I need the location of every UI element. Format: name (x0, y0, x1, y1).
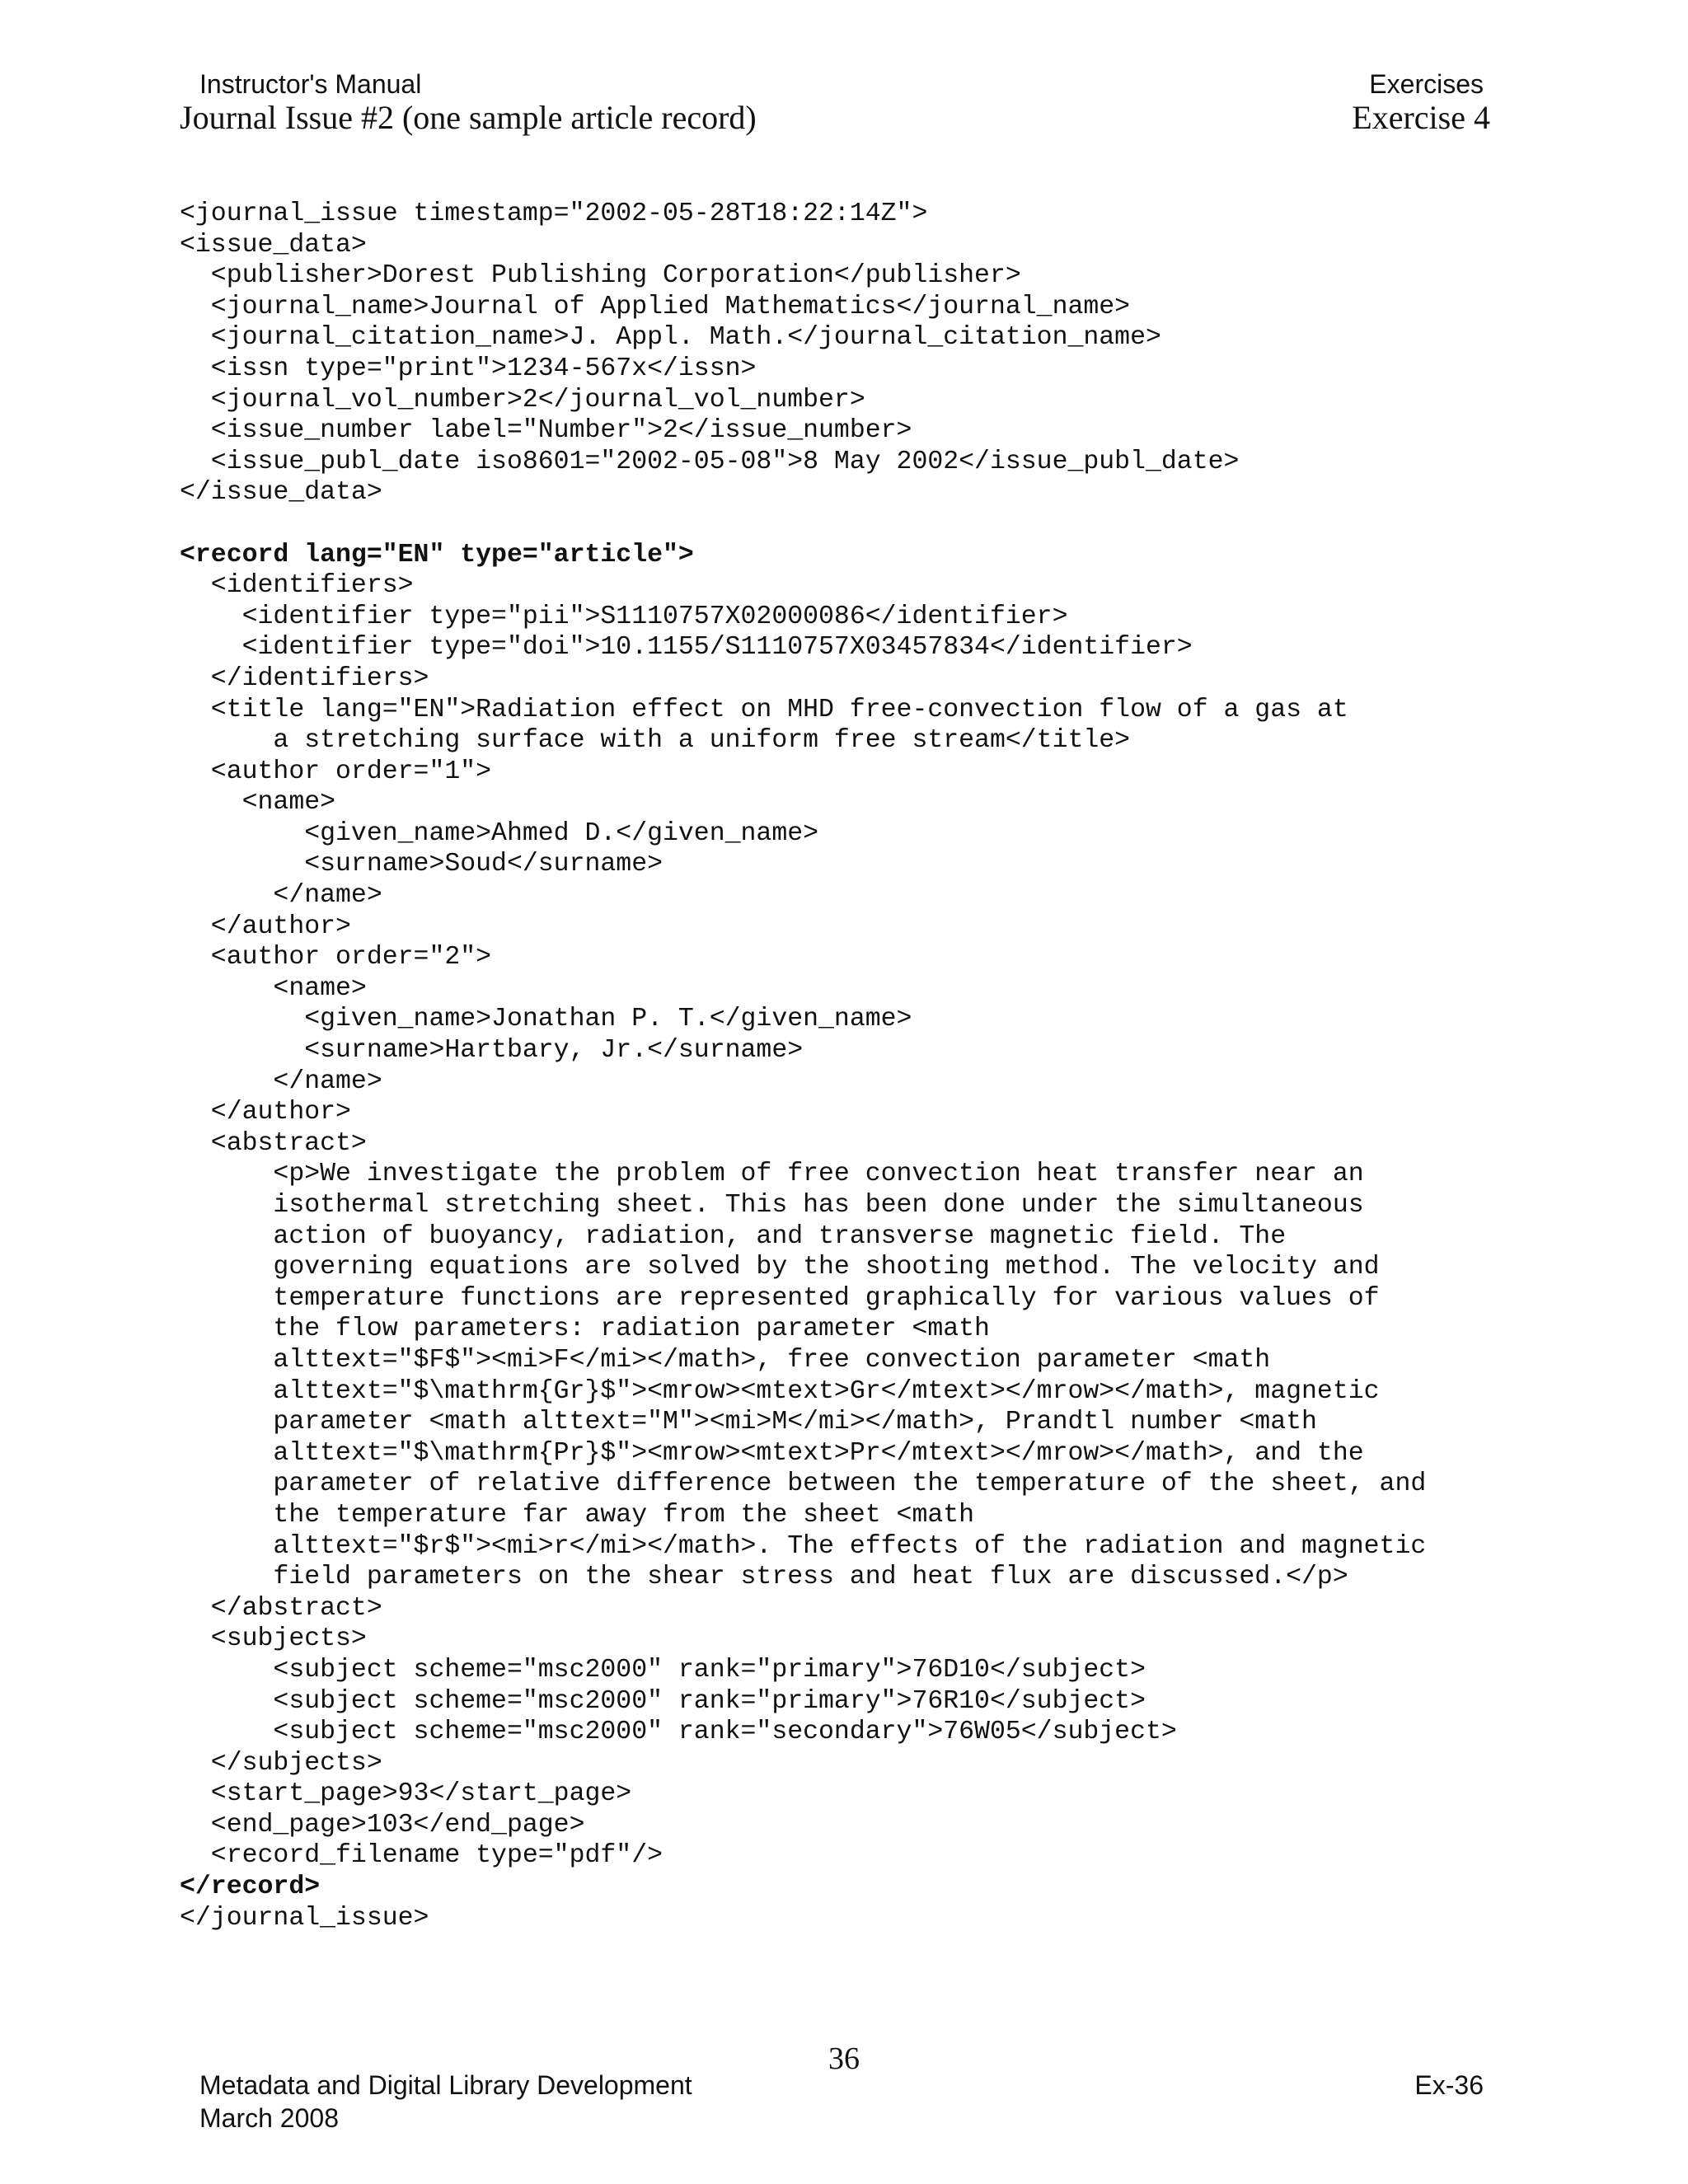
code-line: governing equations are solved by the shooting method. The velocity and (180, 1253, 1380, 1282)
footer-course-info (199, 2069, 692, 2135)
code-line: </issue_data> (180, 478, 382, 508)
page-title: Journal Issue #2 (one sample article record) (180, 99, 757, 136)
header-manual-label: Instructor's Manual (199, 69, 422, 99)
code-line: <identifier type="pii">S1110757X02000086</identifier> (180, 602, 1068, 631)
code-line: isothermal stretching sheet. This has been done under the simultaneous (180, 1191, 1364, 1220)
code-line: <surname>Hartbary, Jr.</surname> (180, 1036, 804, 1066)
code-line: <start_page>93</start_page> (180, 1779, 632, 1809)
code-line: parameter <math alttext="M"><mi>M</mi></math>, Prandtl number <math (180, 1408, 1317, 1437)
header-section-label: Exercises (1369, 69, 1484, 99)
code-line: <end_page>103</end_page> (180, 1810, 585, 1840)
code-line: <author order="1"> (180, 757, 492, 786)
code-line: <identifier type="doi">10.1155/S1110757X03457834</identifier> (180, 633, 1193, 663)
code-line: <given_name>Jonathan P. T.</given_name> (180, 1005, 912, 1034)
code-line: </name> (180, 1066, 382, 1096)
code-line: <author order="2"> (180, 943, 492, 972)
code-line: <name> (180, 788, 336, 818)
code-line: <issue_publ_date iso8601="2002-05-08">8 May 2002</issue_publ_date> (180, 447, 1240, 476)
code-line-record-close: </record> (180, 1872, 321, 1902)
code-line: alttext="$F$"><mi>F</mi></math>, free convection parameter <math (180, 1345, 1271, 1375)
code-line: <abstract> (180, 1128, 367, 1158)
code-line: <journal_name>Journal of Applied Mathematics</journal_name> (180, 292, 1131, 321)
code-line: <publisher>Dorest Publishing Corporation</publisher> (180, 261, 1021, 291)
code-line: <issue_number label="Number">2</issue_number> (180, 416, 912, 446)
code-line: the flow parameters: radiation parameter <math (180, 1315, 990, 1344)
code-line: </abstract> (180, 1593, 382, 1623)
code-line: <name> (180, 973, 367, 1003)
code-line: <title lang="EN">Radiation effect on MHD free-convection flow of a gas at (180, 695, 1348, 724)
code-line: <record_filename type="pdf"/> (180, 1841, 663, 1871)
footer-date: March 2008 (199, 2103, 339, 2133)
code-line: </author> (180, 1098, 351, 1127)
code-line: alttext="$\mathrm{Gr}$"><mrow><mtext>Gr</mtext></mrow></math>, magnetic (180, 1376, 1380, 1406)
code-line: the temperature far away from the sheet <math (180, 1500, 975, 1530)
code-line: </journal_issue> (180, 1903, 429, 1933)
code-line: <subject scheme="msc2000" rank="primary">76R10</subject> (180, 1686, 1146, 1716)
code-line: <issn type="print">1234-567x</issn> (180, 354, 757, 383)
code-line: alttext="$r$"><mi>r</mi></math>. The effects of the radiation and magnetic (180, 1531, 1427, 1561)
code-line: field parameters on the shear stress and heat flux are discussed.</p> (180, 1563, 1348, 1592)
code-line: <given_name>Ahmed D.</given_name> (180, 818, 819, 848)
code-line: <journal_citation_name>J. Appl. Math.</journal_citation_name> (180, 323, 1161, 353)
footer-course-title: Metadata and Digital Library Development (199, 2070, 692, 2100)
exercise-title: Exercise 4 (1352, 99, 1490, 136)
code-line: <journal_issue timestamp="2002-05-28T18:22:14Z"> (180, 199, 928, 228)
code-line: <identifiers> (180, 571, 414, 601)
code-line: parameter of relative difference between the temperature of the sheet, and (180, 1469, 1427, 1499)
code-line-record-open: <record lang="EN" type="article"> (180, 540, 694, 569)
code-line: a stretching surface with a uniform free stream</title> (180, 726, 1131, 756)
footer-page-code: Ex-36 (1414, 2070, 1484, 2100)
code-line: action of buoyancy, radiation, and transverse magnetic field. The (180, 1221, 1287, 1251)
code-line: </author> (180, 912, 351, 941)
code-line: </name> (180, 881, 382, 911)
code-line-blank (180, 509, 1426, 540)
code-line: <journal_vol_number>2</journal_vol_number> (180, 385, 865, 415)
code-line: <subjects> (180, 1624, 367, 1654)
code-line: </subjects> (180, 1748, 382, 1778)
code-line: <surname>Soud</surname> (180, 850, 663, 879)
code-line: </identifiers> (180, 663, 429, 693)
code-line: alttext="$\mathrm{Pr}$"><mrow><mtext>Pr</mtext></mrow></math>, and the (180, 1438, 1364, 1468)
xml-code-listing (180, 199, 1426, 1933)
code-line: <issue_data> (180, 230, 367, 260)
code-line: <p>We investigate the problem of free convection heat transfer near an (180, 1160, 1364, 1189)
page-number: 36 (828, 2041, 860, 2076)
code-line: <subject scheme="msc2000" rank="primary">76D10</subject> (180, 1655, 1146, 1685)
code-line: temperature functions are represented graphically for various values of (180, 1283, 1380, 1313)
code-line: <subject scheme="msc2000" rank="secondary">76W05</subject> (180, 1718, 1177, 1747)
